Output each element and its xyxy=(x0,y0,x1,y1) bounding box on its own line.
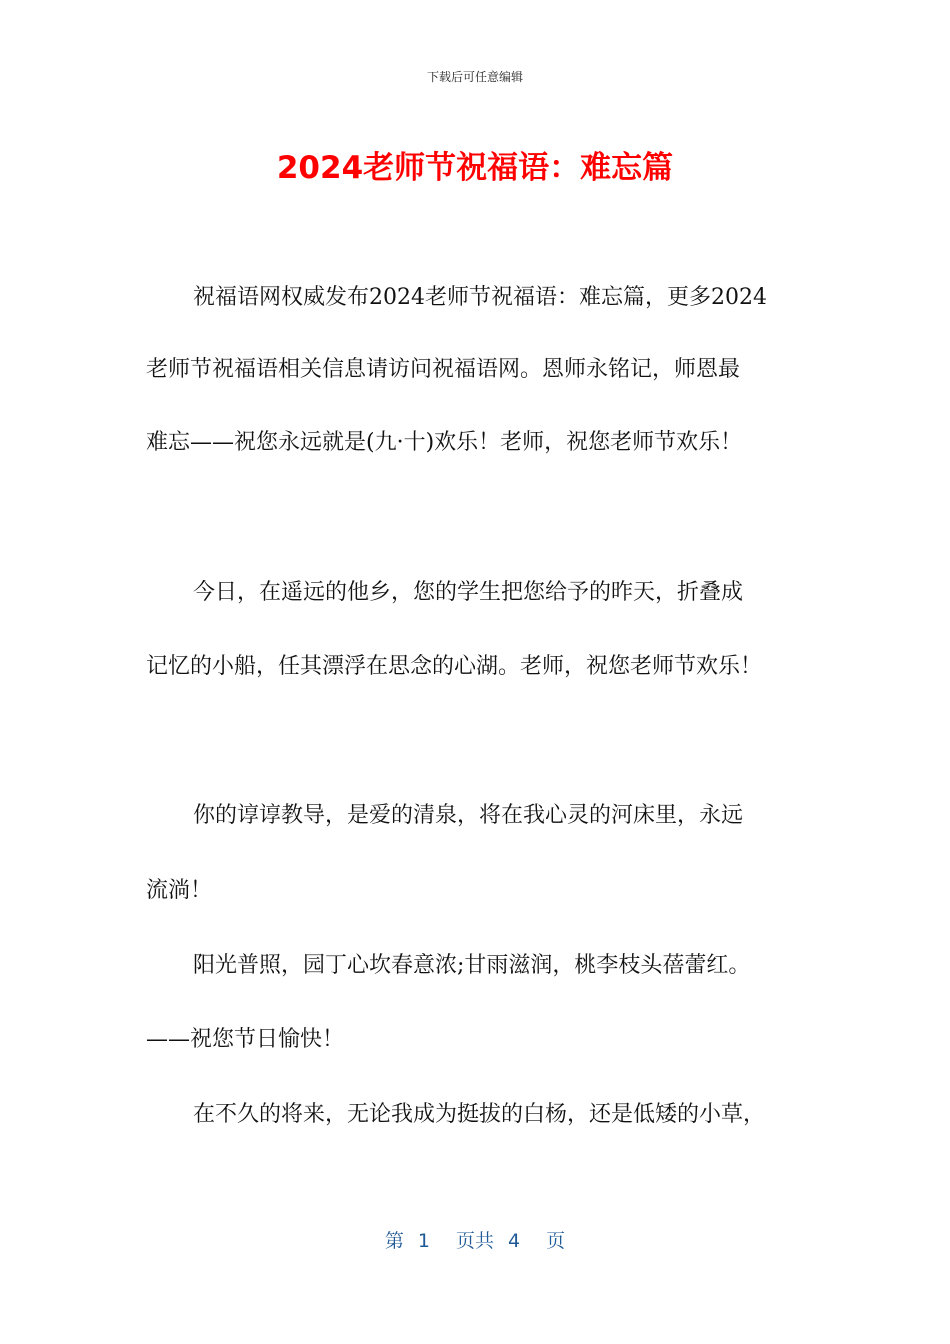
footer-total-pages: 4 xyxy=(508,1230,521,1252)
footer-di: 第 xyxy=(384,1230,404,1252)
footer-ye: 页 xyxy=(546,1230,566,1252)
footer-ye-gong: 页共 xyxy=(455,1230,494,1252)
paragraph-3-line-2: 流淌！ xyxy=(146,878,213,903)
header-note: 下载后可任意编辑 xyxy=(426,70,523,84)
document-title: 2024老师节祝福语：难忘篇 xyxy=(276,150,674,186)
footer-current-page: 1 xyxy=(417,1230,430,1252)
paragraph-1-line-3: 难忘——祝您永远就是(九·十)欢乐！老师，祝您老师节欢乐！ xyxy=(146,430,743,455)
paragraph-4-line-2: ——祝您节日愉快！ xyxy=(146,1027,345,1052)
page-footer xyxy=(0,1226,950,1253)
paragraph-1-line-2: 老师节祝福语相关信息请访问祝福语网。恩师永铭记，师恩最 xyxy=(146,357,741,382)
paragraph-2-line-2: 记忆的小船，任其漂浮在思念的心湖。老师，祝您老师节欢乐！ xyxy=(146,654,763,679)
paragraph-2-line-1: 今日，在遥远的他乡，您的学生把您给予的昨天，折叠成 xyxy=(193,580,744,605)
paragraph-5-line-1: 在不久的将来，无论我成为挺拔的白杨，还是低矮的小草， xyxy=(193,1102,766,1127)
paragraph-4-line-1: 阳光普照，园丁心坎春意浓;甘雨滋润，桃李枝头蓓蕾红。 xyxy=(193,953,751,978)
paragraph-1-line-1: 祝福语网权威发布2024老师节祝福语：难忘篇，更多2024 xyxy=(193,285,767,310)
paragraph-3-line-1: 你的谆谆教导，是爱的清泉，将在我心灵的河床里，永远 xyxy=(193,803,744,828)
